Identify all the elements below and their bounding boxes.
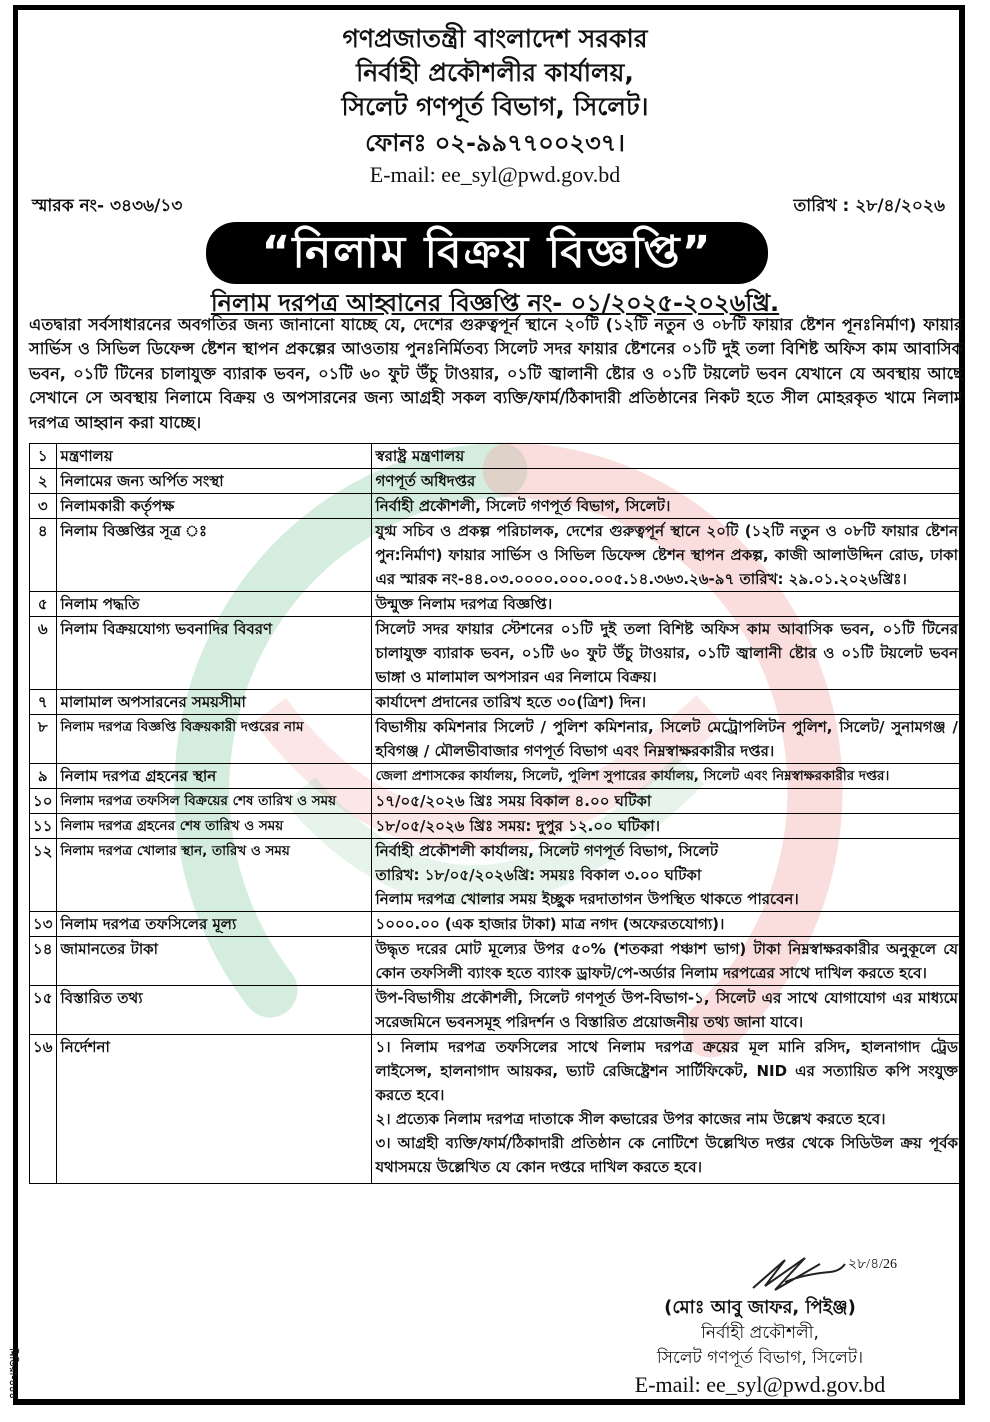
row-label: নিলাম দরপত্র গ্রহনের শেষ তারিখ ও সময় — [56, 814, 371, 839]
table-row — [30, 494, 963, 519]
row-value: ১৮/০৫/২০২৬ খ্রিঃ সময়: দুপুর ১২.০০ ঘটিকা। — [371, 814, 963, 839]
signatory-email: E-mail: ee_syl@pwd.gov.bd — [634, 1372, 886, 1397]
table-row — [30, 1035, 963, 1184]
table-row — [30, 469, 963, 494]
row-label: বিস্তারিত তথ্য — [56, 986, 371, 1035]
row-number: ১৪ — [30, 937, 57, 986]
row-label: নিলাম বিজ্ঞপ্তির সূত্র ঃ — [56, 519, 371, 592]
row-number: ৭ — [30, 690, 57, 715]
header-office: নির্বাহী প্রকৌশলীর কার্যালয়, — [356, 58, 634, 87]
row-number: ১৩ — [30, 912, 57, 937]
row-number: ৬ — [30, 617, 57, 690]
table-row — [30, 764, 963, 789]
row-number: ৮ — [30, 715, 57, 764]
notice-subtitle: নিলাম দরপত্র আহ্বানের বিজ্ঞপ্তি নং- ০১/২০২৫-২০২৬খ্রি. — [210, 289, 780, 317]
header-phone: ফোনঃ ০২-৯৯৭৭০০২৩৭। — [365, 129, 625, 157]
row-number: ৯ — [30, 764, 57, 789]
row-label: নিলাম দরপত্র খোলার স্থান, তারিখ ও সময় — [56, 839, 371, 912]
row-value: জেলা প্রশাসকের কার্যালয়, সিলেট, পুলিশ সুপারের কার্যালয়, সিলেট এবং নিম্নস্বাক্ষরকারীর দপ্তর। — [371, 764, 963, 789]
row-value: যুগ্ম সচিব ও প্রকল্প পরিচালক, দেশের গুরুত্বপূর্ন স্থানে ২০টি (১২টি নতুন ও ০৮টি ফায়ার ষ্টেশন পুন:নির্মাণ) ফায়ার সার্ভিস ও সিভিল ডিফেন্স ষ্টেশন স্থাপন প্রকল্প, কাজী আলাউদ্দিন রোড, ঢাকা এর স্মারক নং-৪৪.০৩.০০০০.০০০.০০৫.১৪.৩৬৩.২৬-৯৭ তারিখ: ২৯.০১.২০২৬খ্রিঃ। — [371, 519, 963, 592]
details-table — [29, 443, 963, 1184]
row-label: নিলাম দরপত্র গ্রহনের স্থান — [56, 764, 371, 789]
table-row — [30, 617, 963, 690]
row-number: ১৫ — [30, 986, 57, 1035]
row-label: নিলাম দরপত্র তফসিল বিক্রয়ের শেষ তারিখ ও সময় — [56, 789, 371, 814]
row-value-line: নির্বাহী প্রকৌশলী কার্যালয়, সিলেট গণপূর্ত বিভাগ, সিলেট — [375, 842, 719, 860]
row-label: নিলাম দরপত্র তফসিলের মূল্য — [56, 912, 371, 937]
signatory-office: সিলেট গণপূর্ত বিভাগ, সিলেট। — [656, 1348, 864, 1368]
row-value — [371, 839, 963, 912]
row-number: ২ — [30, 469, 57, 494]
row-value: নির্বাহী প্রকৌশলী, সিলেট গণপূর্ত বিভাগ, সিলেট। — [371, 494, 963, 519]
row-number: ১২ — [30, 839, 57, 912]
row-label: নিলামকারী কর্তৃপক্ষ — [56, 494, 371, 519]
table-row — [30, 444, 963, 469]
notice-title: “নিলাম বিক্রয় বিজ্ঞপ্তি” — [206, 222, 768, 284]
row-value: উন্মুক্ত নিলাম দরপত্র বিজ্ঞপ্তি। — [371, 592, 963, 617]
row-label: মন্ত্রণালয় — [56, 444, 371, 469]
row-value-line: ২। প্রত্যেক নিলাম দরপত্র দাতাকে সীল কভারের উপর কাজের নাম উল্লেখ করতে হবে। — [375, 1110, 886, 1128]
row-value: স্বরাষ্ট্র মন্ত্রণালয় — [371, 444, 963, 469]
notice-date: তারিখ : ২৮/৪/২০২৬ — [793, 196, 945, 216]
row-value: ১৭/০৫/২০২৬ খ্রিঃ সময় বিকাল ৪.০০ ঘটিকা — [371, 789, 963, 814]
table-row — [30, 839, 963, 912]
header-email: E-mail: ee_syl@pwd.gov.bd — [369, 162, 621, 187]
row-value: উদ্ধৃত দরের মোট মূল্যের উপর ৫০% (শতকরা পঞ্চাশ ভাগ) টাকা নিম্নস্বাক্ষরকারীর অনুকূলে যে কোন তফসিলী ব্যাংক হতে ব্যাংক ড্রাফট/পে-অর্ডার নিলাম দরপত্রের সাথে দাখিল করতে হবে। — [371, 937, 963, 986]
row-label: নিলাম পদ্ধতি — [56, 592, 371, 617]
table-row — [30, 912, 963, 937]
margin-note: মিডিয়া-৪৪৪ — [7, 1347, 19, 1400]
signatory-name: (মোঃ আবু জাফর, পিইঞ্জ) — [664, 1297, 856, 1318]
row-number: ৪ — [30, 519, 57, 592]
row-label: নিলাম দরপত্র বিজ্ঞপ্তি বিক্রয়কারী দপ্তরের নাম — [56, 715, 371, 764]
row-value: সিলেট সদর ফায়ার স্টেশনের ০১টি দুই তলা বিশিষ্ট অফিস কাম আবাসিক ভবন, ০১টি টিনের চালাযুক্ত ব্যারাক ভবন, ০১টি ৬০ ফুট উঁচু টাওয়ার, ০১টি জ্বালানী ষ্টোর ও ০১টি টয়লেট ভবন ভাঙ্গা ও মালামাল অপসারন এর নিলামে বিক্রয়। — [371, 617, 963, 690]
row-value-line: ৩। আগ্রহী ব্যক্তি/ফার্ম/ঠিকাদারী প্রতিষ্ঠান কে নোটিশে উল্লেখিত দপ্তর থেকে সিডিউল ক্রয় পূর্বক যথাসময়ে উল্লেখিত যে কোন দপ্তরে দাখিল করতে হবে। — [375, 1134, 958, 1176]
row-value: ১০০০.০০ (এক হাজার টাকা) মাত্র নগদ (অফেরতযোগ্য)। — [371, 912, 963, 937]
table-row — [30, 592, 963, 617]
memo-number: স্মারক নং- ৩৪৩৬/১৩ — [32, 196, 183, 216]
row-value: কার্যাদেশ প্রদানের তারিখ হতে ৩০(ত্রিশ) দিন। — [371, 690, 963, 715]
table-row — [30, 715, 963, 764]
intro-paragraph: এতদ্বারা সর্বসাধারনের অবগতির জন্য জানানো যাচ্ছে যে, দেশের গুরুত্বপূর্ন স্থানে ২০টি (১২টি নতুন ও ০৮টি ফায়ার ষ্টেশন পূনঃনির্মাণ) ফায়ার সার্ভিস ও সিভিল ডিফেন্স ষ্টেশন স্থাপন প্রকল্পের আওতায় পুনঃনির্মিতব্য সিলেট সদর ফায়ার ষ্টেশনের ০১টি দুই তলা বিশিষ্ট অফিস কাম আবাসিক ভবন, ০১টি টিনের চালাযুক্ত ব্যারাক ভবন, ০১টি ৬০ ফুট উঁচু টাওয়ার, ০১টি জ্বালানী ষ্টোর ও ০১টি টয়লেট ভবন যেখানে যে অবস্থায় আছে সেখানে সে অবস্থায় নিলামে বিক্রয় ও অপসারনের জন্য আগ্রহী সকল ব্যক্তি/ফার্ম/ঠিকাদারী প্রতিষ্ঠানের নিকট হতে সীল মোহরকৃত খামে নিলাম দরপত্র আহ্বান করা যাচ্ছে। — [29, 315, 963, 432]
row-label: নিলাম বিক্রয়যোগ্য ভবনাদির বিবরণ — [56, 617, 371, 690]
table-row — [30, 789, 963, 814]
row-value: উপ-বিভাগীয় প্রকৌশলী, সিলেট গণপূর্ত উপ-বিভাগ-১, সিলেট এর সাথে যোগাযোগ এর মাধ্যমে সরেজমিনে ভবনসমূহ পরিদর্শন ও বিস্তারিত প্রয়োজনীয় তথ্য জানা যাবে। — [371, 986, 963, 1035]
table-row — [30, 814, 963, 839]
row-value-line: ১। নিলাম দরপত্র তফসিলের সাথে নিলাম দরপত্র ক্রয়ের মূল মানি রসিদ, হালনাগাদ ট্রেড লাইসেন্স, হালনাগাদ আয়কর, ভ্যাট রেজিষ্ট্রেশন সার্টিফিকেট, NID এর সত্যায়িত কপি সংযুক্ত করতে হবে। — [375, 1038, 958, 1104]
row-value-line: নিলাম দরপত্র খোলার সময় ইচ্ছুক দরদাতাগন উপস্থিত থাকতে পারবেন। — [375, 890, 799, 908]
table-row — [30, 986, 963, 1035]
signature-date: ২৮/৪/26 — [848, 1257, 898, 1272]
row-number: ১৬ — [30, 1035, 57, 1184]
row-value: গণপূর্ত অধিদপ্তর — [371, 469, 963, 494]
header-division: সিলেট গণপূর্ত বিভাগ, সিলেট। — [341, 92, 649, 121]
row-number: ১ — [30, 444, 57, 469]
table-row — [30, 519, 963, 592]
row-number: ৩ — [30, 494, 57, 519]
row-label: নির্দেশনা — [56, 1035, 371, 1184]
table-row — [30, 937, 963, 986]
table-row — [30, 690, 963, 715]
signatory-designation: নির্বাহী প্রকৌশলী, — [701, 1323, 819, 1343]
row-label: জামানতের টাকা — [56, 937, 371, 986]
row-number: ৫ — [30, 592, 57, 617]
signatory-block — [560, 1295, 960, 1399]
signature-mark — [745, 1252, 865, 1297]
header-government: গণপ্রজাতন্ত্রী বাংলাদেশ সরকার — [342, 24, 648, 53]
row-value — [371, 1035, 963, 1184]
row-value-line: তারিখ: ১৮/০৫/২০২৬খ্রি: সময়ঃ বিকাল ৩.০০ ঘটিকা — [375, 866, 702, 884]
row-value: বিভাগীয় কমিশনার সিলেট / পুলিশ কমিশনার, সিলেট মেট্রোপলিটন পুলিশ, সিলেট/ সুনামগঞ্জ / হবিগঞ্জ / মৌলভীবাজার গণপূর্ত বিভাগ এবং নিম্নস্বাক্ষরকারীর দপ্তর। — [371, 715, 963, 764]
row-number: ১০ — [30, 789, 57, 814]
row-label: মালামাল অপসারনের সময়সীমা — [56, 690, 371, 715]
row-number: ১১ — [30, 814, 57, 839]
row-label: নিলামের জন্য অর্পিত সংস্থা — [56, 469, 371, 494]
